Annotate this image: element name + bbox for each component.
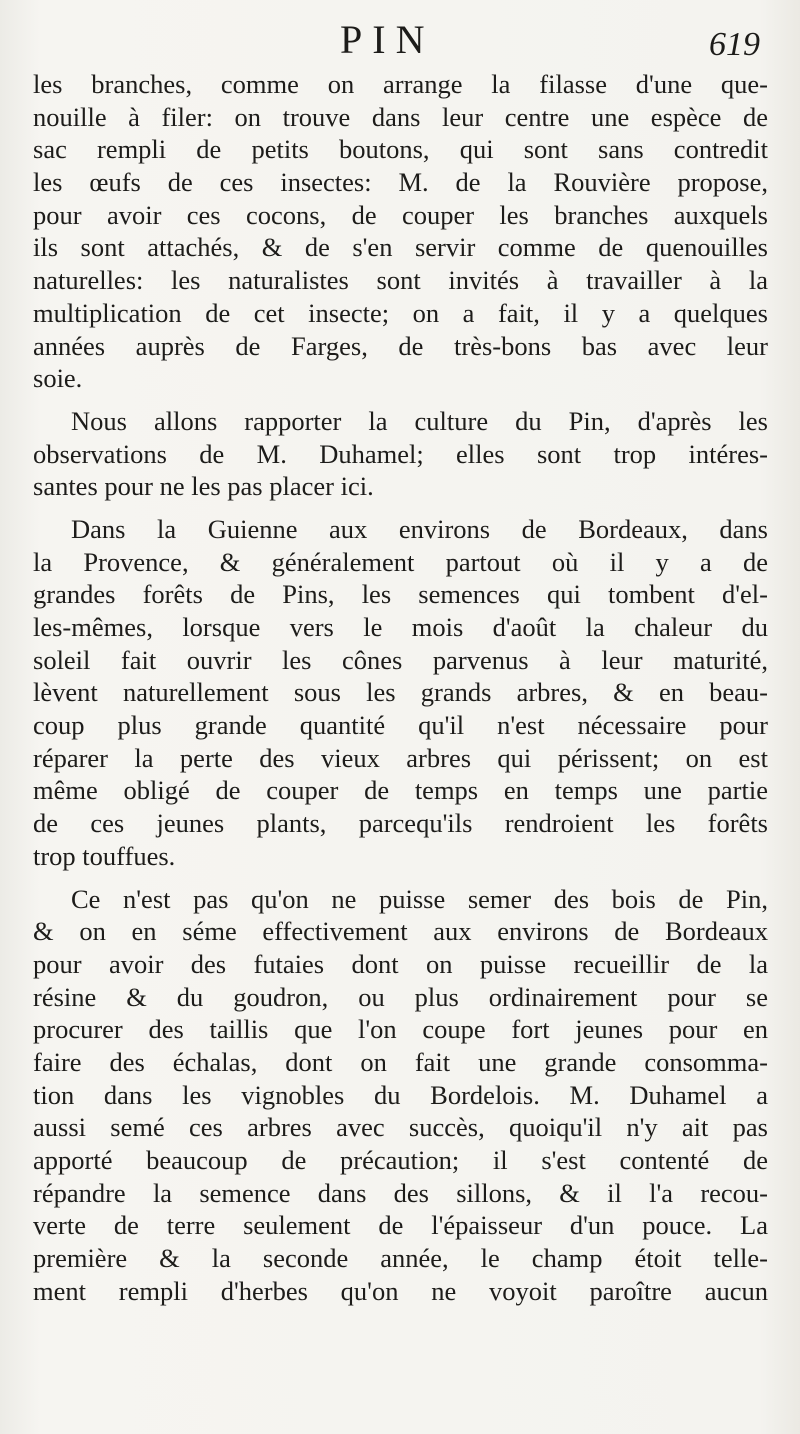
text-line: naturelles: les naturalistes sont invités à travailler à la bbox=[33, 265, 768, 296]
text-line: verte de terre seulement de l'épaisseur d'un pouce. La bbox=[33, 1210, 768, 1241]
text-line: procurer des taillis que l'on coupe fort jeunes pour en bbox=[33, 1014, 768, 1045]
page-number: 619 bbox=[709, 26, 760, 63]
text-line: ment rempli d'herbes qu'on ne voyoit paroître aucun bbox=[33, 1275, 768, 1306]
text-line: sac rempli de petits boutons, qui sont sans contredit bbox=[33, 134, 768, 165]
text-line: les œufs de ces insectes: M. de la Rouvière propose, bbox=[33, 167, 768, 198]
text-line: nouille à filer: on trouve dans leur centre une espèce de bbox=[33, 101, 768, 132]
text-line: Dans la Guienne aux environs de Bordeaux, dans bbox=[71, 513, 768, 544]
text-line: soleil fait ouvrir les cônes parvenus à leur maturité, bbox=[33, 644, 768, 675]
text-line: lèvent naturellement sous les grands arbres, & en beau- bbox=[33, 677, 768, 708]
text-line: multiplication de cet insecte; on a fait, il y a quelques bbox=[33, 297, 768, 328]
text-line: faire des échalas, dont on fait une grande consomma- bbox=[33, 1046, 768, 1077]
text-line: coup plus grande quantité qu'il n'est nécessaire pour bbox=[33, 710, 768, 741]
text-line: répandre la semence dans des sillons, & il l'a recou- bbox=[33, 1177, 768, 1208]
text-line: soie. bbox=[33, 363, 83, 394]
text-line: Ce n'est pas qu'on ne puisse semer des bois de Pin, bbox=[71, 883, 768, 914]
text-line: pour avoir ces cocons, de couper les branches auxquels bbox=[33, 199, 768, 230]
text-line: pour avoir des futaies dont on puisse recueillir de la bbox=[33, 948, 768, 979]
running-head bbox=[0, 16, 800, 66]
paragraph-2 bbox=[33, 405, 768, 503]
paragraph-4 bbox=[33, 883, 768, 1308]
text-line: la Provence, & généralement partout où il y a de bbox=[33, 546, 768, 577]
text-line: les branches, comme on arrange la filasse d'une que- bbox=[33, 69, 768, 99]
text-line: trop touffues. bbox=[33, 840, 176, 871]
text-line: & on en séme effectivement aux environs de Bordeaux bbox=[33, 916, 768, 947]
text-line: réparer la perte des vieux arbres qui périssent; on est bbox=[33, 742, 768, 773]
text-line: grandes forêts de Pins, les semences qui tombent d'el- bbox=[33, 579, 768, 610]
text-line: les-mêmes, lorsque vers le mois d'août la chaleur du bbox=[33, 612, 768, 642]
text-line: ils sont attachés, & de s'en servir comme de quenouilles bbox=[33, 232, 768, 263]
text-line: résine & du goudron, ou plus ordinairement pour se bbox=[33, 981, 768, 1012]
running-title: PIN bbox=[340, 17, 435, 62]
paragraph-3 bbox=[33, 513, 768, 873]
text-line: aussi semé ces arbres avec succès, quoiqu'il n'y ait pas bbox=[33, 1112, 768, 1143]
text-line: tion dans les vignobles du Bordelois. M. Duhamel a bbox=[33, 1079, 768, 1110]
text-line: Nous allons rapporter la culture du Pin, d'après les bbox=[71, 405, 768, 436]
text-line: apporté beaucoup de précaution; il s'est contenté de bbox=[33, 1145, 768, 1175]
text-line: même obligé de couper de temps en temps une partie bbox=[33, 775, 768, 806]
text-line: années auprès de Farges, de très-bons bas avec leur bbox=[33, 330, 768, 361]
text-line: observations de M. Duhamel; elles sont trop intéres- bbox=[33, 438, 768, 469]
body-text bbox=[33, 68, 768, 1317]
text-line: de ces jeunes plants, parcequ'ils rendroient les forêts bbox=[33, 808, 768, 839]
text-line: santes pour ne les pas placer ici. bbox=[33, 471, 374, 502]
text-line: première & la seconde année, le champ étoit telle- bbox=[33, 1243, 768, 1274]
paragraph-1 bbox=[33, 68, 768, 395]
